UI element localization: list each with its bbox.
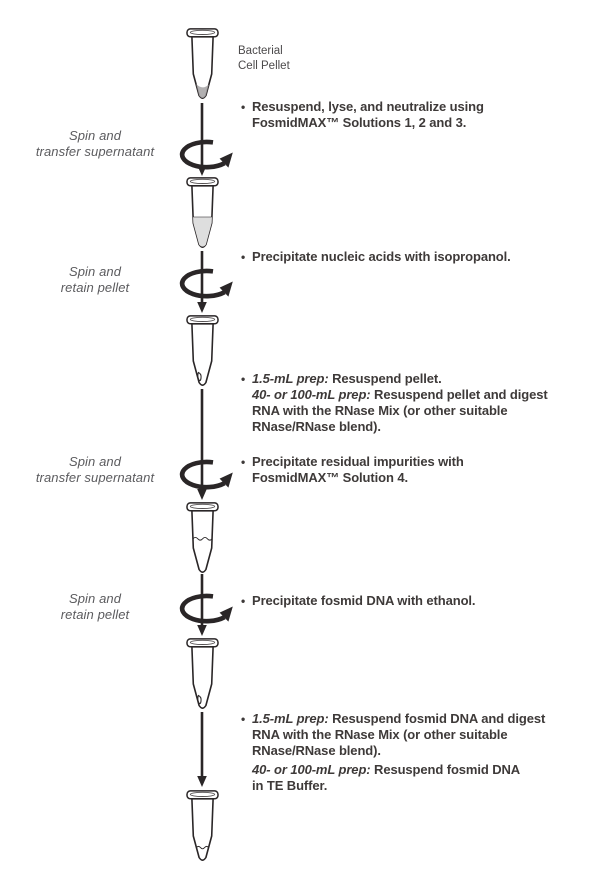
step-segment: RNase/RNase blend). bbox=[252, 743, 381, 758]
text-line: transfer supernatant bbox=[35, 143, 155, 159]
bullet-marker: • bbox=[241, 371, 246, 386]
step-segment: Resuspend, lyse, and neutralize using bbox=[252, 99, 484, 114]
side-label-spin-retain-2 bbox=[10, 591, 180, 622]
tube-cleared-solution bbox=[186, 502, 219, 576]
text-line: retain pellet bbox=[60, 606, 130, 622]
side-label-spin-transfer-2 bbox=[10, 454, 180, 485]
step-line bbox=[241, 711, 545, 727]
centrifuge-spin-icon-2 bbox=[177, 268, 235, 302]
step-line bbox=[241, 403, 548, 419]
step-line bbox=[241, 371, 548, 387]
bullet-marker: • bbox=[241, 249, 246, 264]
step-segment-italic: 40- or 100-mL prep: bbox=[252, 762, 371, 777]
step-line bbox=[241, 99, 484, 115]
step-segment: Precipitate fosmid DNA with ethanol. bbox=[252, 593, 476, 608]
step-segment: in TE Buffer. bbox=[252, 778, 328, 793]
step-text-5 bbox=[241, 593, 475, 609]
step-segment: Precipitate nucleic acids with isopropanol. bbox=[252, 249, 511, 264]
step-text-4 bbox=[241, 454, 464, 486]
step-segment: Resuspend pellet. bbox=[328, 371, 442, 386]
step-line bbox=[241, 762, 545, 778]
step-line bbox=[241, 115, 484, 131]
step-segment: Precipitate residual impurities with bbox=[252, 454, 464, 469]
step-segment: RNA with the RNase Mix (or other suitable bbox=[252, 727, 508, 742]
text-line: Spin and bbox=[68, 128, 122, 143]
step-segment: FosmidMAX™ Solution 4. bbox=[252, 470, 408, 485]
text-line: Cell Pellet bbox=[238, 60, 290, 72]
step-segment-italic: 40- or 100-mL prep: bbox=[252, 387, 371, 402]
step-line bbox=[241, 454, 464, 470]
step-line bbox=[241, 387, 548, 403]
step-segment-italic: 1.5-mL prep: bbox=[252, 711, 329, 726]
step-segment: RNA with the RNase Mix (or other suitable bbox=[252, 403, 508, 418]
step-segment-italic: 1.5-mL prep: bbox=[252, 371, 329, 386]
bullet-marker: • bbox=[241, 99, 246, 114]
step-text-6 bbox=[241, 711, 545, 794]
tube-final-fosmid-dna bbox=[186, 790, 219, 864]
step-text-2 bbox=[241, 249, 511, 265]
tube-lysate bbox=[186, 177, 219, 251]
step-segment: Resuspend pellet and digest bbox=[370, 387, 548, 402]
bullet-marker: • bbox=[241, 454, 246, 469]
step-text-3 bbox=[241, 371, 548, 435]
tube-bacterial-cell-pellet bbox=[186, 28, 219, 102]
text-line: Bacterial bbox=[238, 45, 283, 57]
centrifuge-spin-icon-4 bbox=[177, 593, 235, 627]
step-segment: FosmidMAX™ Solutions 1, 2 and 3. bbox=[252, 115, 467, 130]
step-line bbox=[241, 727, 545, 743]
text-line: transfer supernatant bbox=[35, 469, 155, 485]
text-line: Spin and bbox=[68, 454, 122, 469]
tube-fosmid-dna-pellet bbox=[186, 638, 219, 712]
step-line bbox=[241, 419, 548, 435]
text-line: retain pellet bbox=[60, 279, 130, 295]
step-line bbox=[241, 593, 475, 609]
step-line bbox=[241, 470, 464, 486]
tube-nucleic-acid-pellet bbox=[186, 315, 219, 389]
side-label-spin-transfer-1 bbox=[10, 128, 180, 159]
step-segment: RNase/RNase blend). bbox=[252, 419, 381, 434]
step-line bbox=[241, 778, 545, 794]
step-line bbox=[241, 249, 511, 265]
centrifuge-spin-icon-3 bbox=[177, 459, 235, 493]
bullet-marker: • bbox=[241, 711, 246, 726]
centrifuge-spin-icon-1 bbox=[177, 139, 235, 173]
step-text-1 bbox=[241, 99, 484, 131]
step-line bbox=[241, 743, 545, 759]
step-segment: Resuspend fosmid DNA and digest bbox=[328, 711, 546, 726]
bullet-marker: • bbox=[241, 593, 246, 608]
text-line: Spin and bbox=[68, 591, 122, 606]
step-segment: Resuspend fosmid DNA bbox=[370, 762, 521, 777]
flow-arrow-5 bbox=[196, 712, 208, 787]
text-line: Spin and bbox=[68, 264, 122, 279]
side-label-spin-retain-1 bbox=[10, 264, 180, 295]
bacterial-cell-pellet-label bbox=[238, 44, 290, 74]
